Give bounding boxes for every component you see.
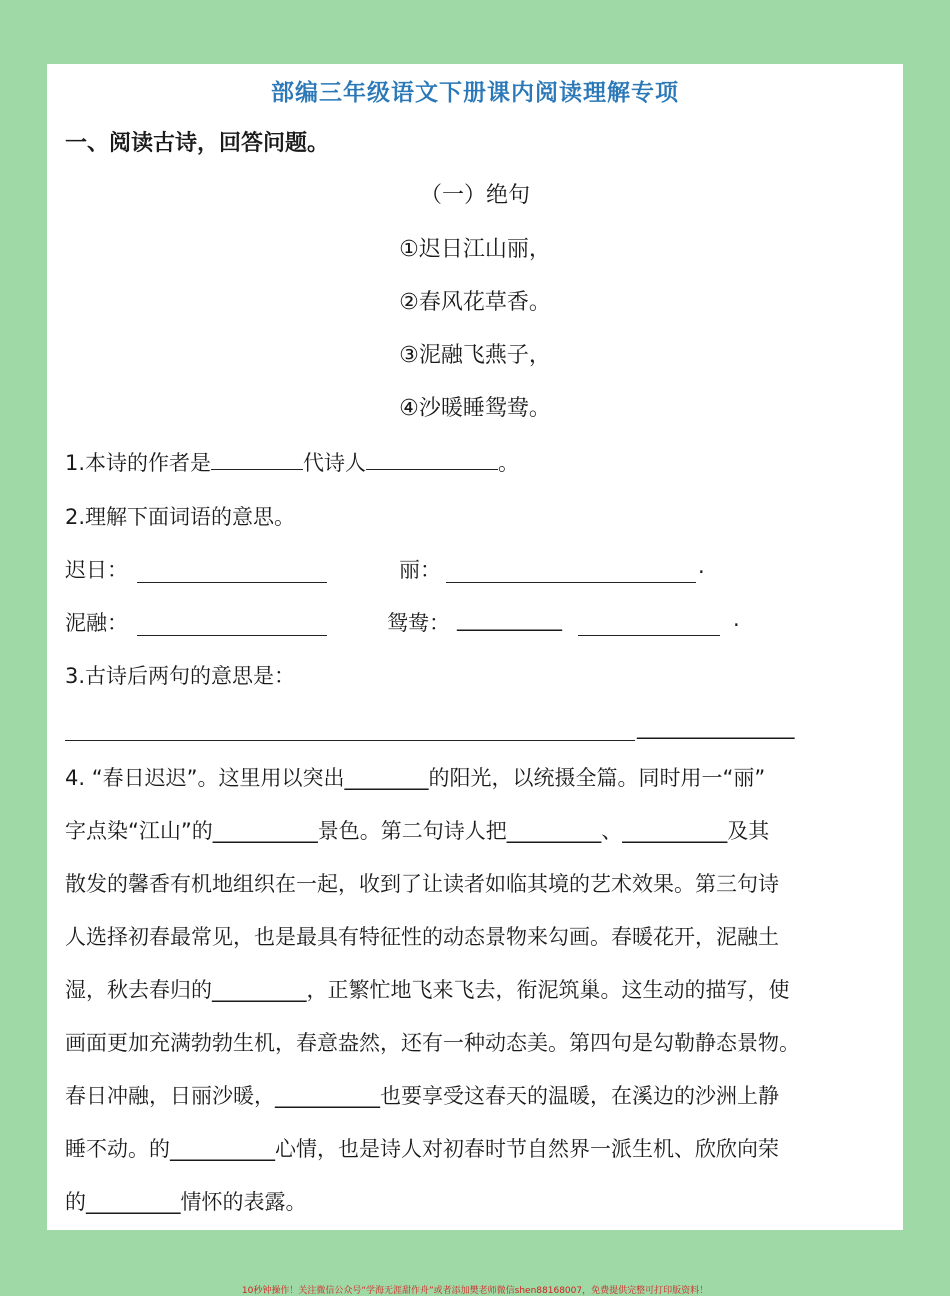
q4-text: 字点染“江山”的 <box>65 819 213 843</box>
poem-line-2: ②春风花草香。 <box>399 290 551 315</box>
q2-chiri-blank[interactable] <box>137 582 327 583</box>
footer-notice: 10秒钟操作！关注微信公众号“学海无涯甜作舟”或者添加樊老师微信shen88168007，免费提供完整可打印版资料！ <box>241 1286 709 1296</box>
q4-line-9 <box>65 1176 887 1229</box>
q2-word-chiri: 迟日： <box>65 558 128 582</box>
q2-li-end: . <box>698 554 705 578</box>
q2-word-nirong: 泥融： <box>65 611 128 635</box>
q4-line-7 <box>65 1070 887 1123</box>
q4-line-5 <box>65 964 887 1017</box>
question-3-label: 3.古诗后两句的意思是： <box>65 664 296 688</box>
q4-text: 湿，秋去春归的 <box>65 978 212 1002</box>
q4-text: 也要享受这春天的温暖，在溪边的沙洲上静 <box>380 1084 779 1108</box>
poem-line-4: ④沙暖睡鸳鸯。 <box>399 396 551 421</box>
q4-line-3: 散发的馨香有机地组织在一起，收到了让读者如临其境的艺术效果。第三句诗 <box>65 872 779 896</box>
section-heading: 一、阅读古诗，回答问题。 <box>65 131 330 156</box>
q4-text: 春日冲融，日丽沙暖， <box>65 1084 275 1108</box>
q2-yuanyang-blank[interactable] <box>578 635 720 636</box>
q4-blank-mood[interactable]: __________ <box>170 1137 275 1161</box>
q2-word-yuanyang: 鸳鸯： <box>387 611 450 635</box>
q1-dynasty-blank[interactable] <box>211 449 303 470</box>
q2-nirong-blank[interactable] <box>137 635 327 636</box>
q3-answer-tail: _______________ <box>637 715 795 739</box>
q4-text: 4. “春日迟迟”。这里用以突出 <box>65 766 345 790</box>
question-1 <box>65 447 519 477</box>
q4-blank-sunlight[interactable]: ________ <box>344 766 429 790</box>
poem-line-3: ③泥融飞燕子， <box>399 343 551 368</box>
q2-yuanyang-end: . <box>733 607 740 631</box>
q4-text: 的阳光，以统摄全篇。同时用一“丽” <box>428 766 766 790</box>
q4-line-6: 画面更加充满勃勃生机，春意盎然，还有一种动态美。第四句是勾勒静态景物。 <box>65 1031 800 1055</box>
q2-word-li: 丽： <box>399 558 441 582</box>
q4-blank-ducks[interactable]: __________ <box>275 1084 380 1108</box>
q4-blank-swallows[interactable]: _________ <box>212 978 307 1002</box>
poem-title: （一）绝句 <box>419 183 530 208</box>
question-2-label: 2.理解下面词语的意思。 <box>65 505 296 529</box>
page-title: 部编三年级语文下册课内阅读理解专项 <box>271 80 679 106</box>
q4-text: 心情，也是诗人对初春时节自然界一派生机、欣欣向荣 <box>275 1137 779 1161</box>
q4-line-2 <box>65 805 887 858</box>
q4-text: 睡不动。的 <box>65 1137 170 1161</box>
q4-text: 情怀的表露。 <box>180 1190 307 1214</box>
q4-line-1 <box>65 752 887 805</box>
poem-line-1: ①迟日江山丽， <box>399 237 551 262</box>
q3-answer-blank[interactable] <box>65 740 635 741</box>
q4-line-4: 人选择初春最常见，也是最具有特征性的动态景物来勾画。春暖花开，泥融土 <box>65 925 779 949</box>
question-4-paragraph <box>65 752 887 1229</box>
q4-text: ，正繁忙地飞来飞去，衔泥筑巢。这生动的描写，使 <box>306 978 790 1002</box>
q4-text: 及其 <box>727 819 770 843</box>
q4-text: 的 <box>65 1190 86 1214</box>
q4-text: 景色。第二句诗人把 <box>317 819 507 843</box>
worksheet-page <box>47 64 903 1230</box>
q4-blank-scenery[interactable]: __________ <box>212 819 318 843</box>
q4-text: 、 <box>601 819 623 843</box>
q4-blank-item-1[interactable]: _________ <box>506 819 602 843</box>
q4-line-8 <box>65 1123 887 1176</box>
q2-yuanyang-underscores: __________ <box>457 607 562 631</box>
q4-blank-item-2[interactable]: __________ <box>622 819 728 843</box>
q1-text-a: 1.本诗的作者是 <box>65 451 212 475</box>
q1-text-c: 。 <box>498 451 520 475</box>
q2-li-blank[interactable] <box>446 582 696 583</box>
q4-blank-feeling[interactable]: _________ <box>86 1190 181 1214</box>
q1-text-b: 代诗人 <box>303 451 367 475</box>
q1-poet-blank[interactable] <box>366 449 498 470</box>
